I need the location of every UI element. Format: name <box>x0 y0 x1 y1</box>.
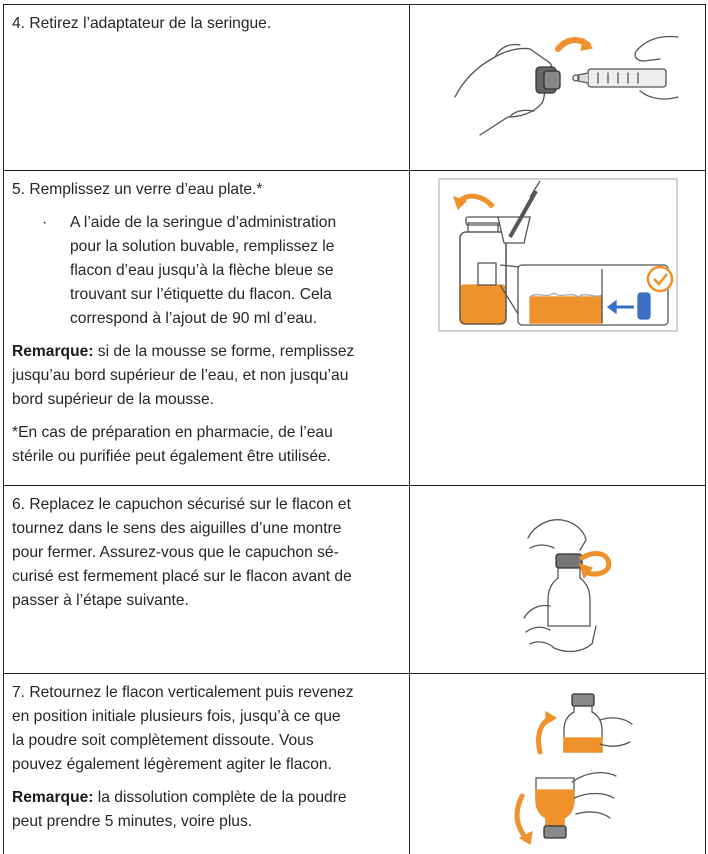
step-4-text: 4. Retirez l’adaptateur de la seringue. <box>12 15 272 32</box>
step-7-text-cell <box>3 674 410 854</box>
step-6-text: 6. Replacez le capuchon sécurisé sur le flacon et tournez dans le sens des aiguilles d’une montre pour fermer. Assurez-vous que le capuchon sé- curisé est fermement placé sur le flacon avant de passer à l’étape suivante. <box>12 496 352 609</box>
step-6-image-cell <box>410 486 706 674</box>
step-6-text-cell <box>3 486 410 674</box>
step-row-4 <box>3 4 706 171</box>
step-row-7 <box>3 673 706 854</box>
bullet-dot: · <box>42 214 48 231</box>
step-7-image-cell <box>410 674 706 854</box>
step-5-bullet: · A l’aide de la seringue d’administration pour la solution buvable, remplissez le flacon d’eau jusqu’à la flèche bleue se trouvant sur l’étiquette du flacon. Cela correspond à l’ajout de 90 ml d’eau. <box>12 211 401 331</box>
step-7-text: 7. Retournez le flacon verticalement puis revenez en position initiale plusieurs fois, jusqu’à ce que la poudre soit complètement dissoute. Vous pouvez également légèrement agiter le flacon. <box>12 684 354 773</box>
step-row-6 <box>3 485 706 674</box>
step-4-image-cell <box>410 5 706 171</box>
step-5-title: 5. Remplissez un verre d’eau plate.* <box>12 181 263 198</box>
step-5-note: *En cas de préparation en pharmacie, de l’eau stérile ou purifiée peut également être utilisée. <box>12 424 333 465</box>
bottle-fill-water-illustration <box>438 177 680 335</box>
step-4-text-cell <box>3 5 410 171</box>
step-5-text-cell <box>3 171 410 486</box>
bottle-invert-illustration <box>496 686 646 851</box>
step-5-remark: Remarque: si de la mousse se forme, remplissez jusqu’au bord supérieur de l’eau, et non jusqu’au bord supérieur de la mousse. <box>12 343 355 408</box>
remark-label: Remarque: <box>12 789 94 806</box>
syringe-adapter-removal-illustration <box>450 17 680 147</box>
bottle-cap-closing-illustration <box>520 508 630 658</box>
step-7-remark: Remarque: la dissolution complète de la poudre peut prendre 5 minutes, voire plus. <box>12 789 347 830</box>
step-5-image-cell <box>410 171 706 486</box>
remark-label: Remarque: <box>12 343 94 360</box>
step-row-5 <box>3 170 706 486</box>
